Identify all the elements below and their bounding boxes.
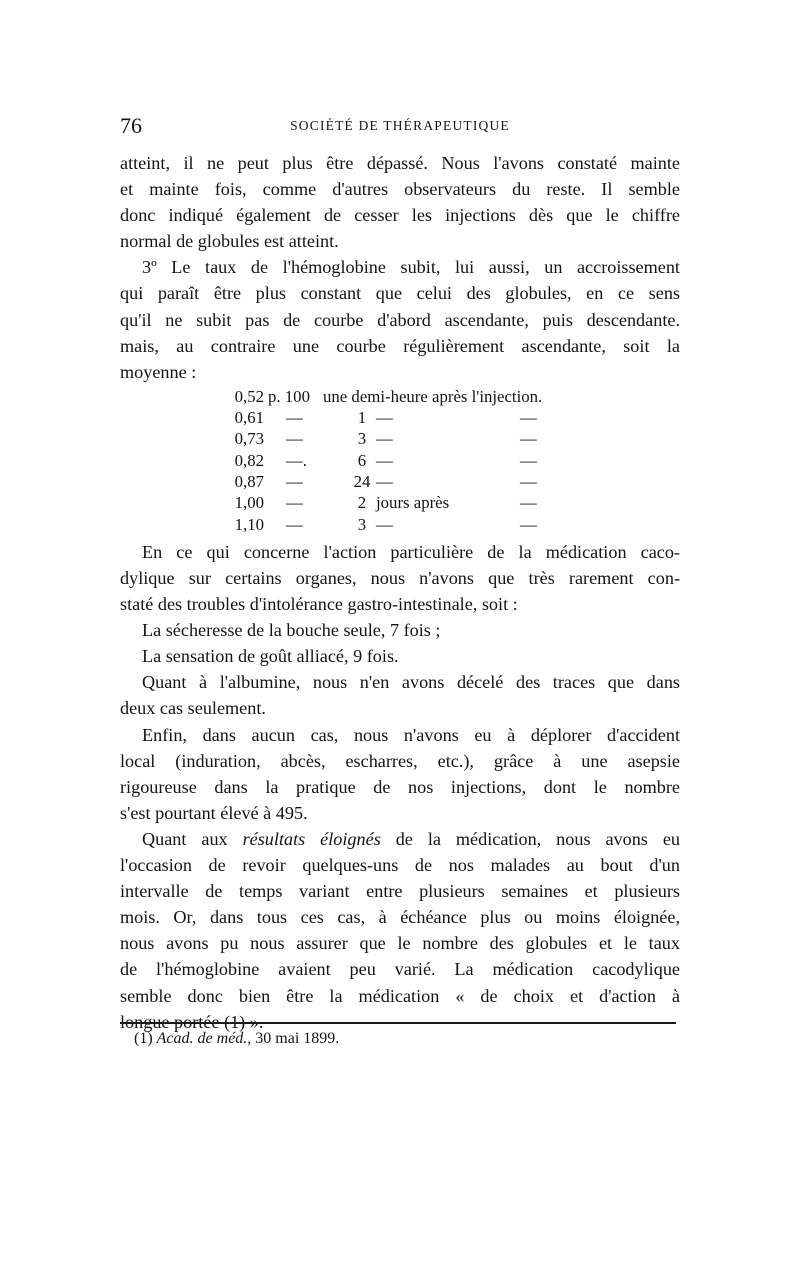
text-line: staté des troubles d'intolérance gastro-intestinale, soit : — [120, 594, 518, 615]
ditto-dash: — — [520, 472, 537, 492]
text-line: intervalle de temps variant entre plusieurs semaines et plusieurs — [120, 881, 680, 902]
ditto-dash: — — [376, 450, 393, 470]
ditto-dash: —. — [286, 450, 307, 470]
ditto-dash: — — [376, 472, 393, 492]
interval-unit: jours après — [376, 493, 450, 513]
text-line: semble donc bien être la médication « de choix et d'action à — [120, 985, 680, 1006]
ditto-dash: — — [520, 408, 537, 428]
ditto-dash: — — [376, 429, 393, 449]
ditto-dash: — — [286, 429, 303, 449]
footnote-date: , 30 mai 1899. — [247, 1030, 340, 1047]
text-line: qu'il ne subit pas de courbe d'abord ascendante, puis descendante. — [120, 309, 680, 330]
paragraph-3 — [120, 539, 680, 617]
ditto-dash: — — [520, 450, 537, 470]
text-line: l'occasion de revoir quelques-uns de nos malades au bout d'un — [120, 855, 680, 876]
hemoglobin-value: 0,52 — [234, 386, 264, 406]
text-line: dylique sur certains organes, nous n'avons que très rarement con- — [120, 568, 680, 589]
interval-label: une demi-heure après l'injection. — [323, 386, 543, 406]
body-text — [120, 150, 680, 1035]
interval-number: 1 — [357, 408, 367, 428]
hemoglobin-value: 0,87 — [234, 472, 264, 492]
text-line: Enfin, dans aucun cas, nous n'avons eu à déplorer d'accident — [142, 724, 680, 745]
text-line: moyenne : — [120, 361, 197, 382]
text-line: de l'hémoglobine avaient peu varié. La médication cacodylique — [120, 959, 680, 980]
list-item: La sécheresse de la bouche seule, 7 fois ; — [142, 620, 441, 641]
text-line: donc indiqué également de cesser les injections dès que le chiffre — [120, 205, 680, 226]
ditto-dash: — — [376, 408, 393, 428]
text-line: et mainte fois, comme d'autres observateurs du reste. Il semble — [120, 179, 680, 200]
text-line: qui paraît être plus constant que celui des globules, en ce sens — [120, 283, 680, 304]
symptom-list — [120, 617, 680, 669]
text-run: de la médication, nous avons eu — [380, 828, 680, 849]
ditto-dash: — — [286, 514, 303, 534]
paragraph-1 — [120, 150, 680, 254]
footnote-mark: (1) — [134, 1030, 153, 1047]
text-line: 3º Le taux de l'hémoglobine subit, lui aussi, un accroissement — [142, 257, 680, 278]
table-row — [120, 386, 680, 407]
interval-number: 24 — [353, 472, 371, 492]
text-line: local (induration, abcès, escharres, etc.), grâce à une asepsie — [120, 750, 680, 771]
hemoglobin-value: 1,10 — [234, 514, 264, 534]
text-line: normal de globules est atteint. — [120, 231, 339, 252]
table-row — [120, 471, 680, 492]
ditto-dash: — — [286, 493, 303, 513]
italic-phrase: résultats éloignés — [242, 828, 381, 849]
text-line: mois. Or, dans tous ces cas, à échéance plus ou moins éloignée, — [120, 907, 680, 928]
text-line: longue portée (1) ». — [120, 1011, 264, 1032]
text-line: deux cas seulement. — [120, 698, 266, 719]
text-line: Quant à l'albumine, nous n'en avons décelé des traces que dans — [142, 672, 680, 693]
paragraph-2 — [120, 254, 680, 384]
paragraph-4 — [120, 669, 680, 721]
ditto-dash: — — [286, 408, 303, 428]
ditto-dash: — — [376, 514, 393, 534]
table-row — [120, 428, 680, 449]
page-number: 76 — [120, 113, 142, 138]
interval-number: 3 — [357, 429, 367, 449]
footnote-source: Acad. de méd. — [156, 1030, 248, 1047]
text-line: nous avons pu nous assurer que le nombre des globules et le taux — [120, 933, 680, 954]
text-line: rigoureuse dans la pratique de nos injections, dont le nombre — [120, 776, 680, 797]
text-line: s'est pourtant élevé à 495. — [120, 802, 308, 823]
paragraph-5 — [120, 722, 680, 826]
text-line: atteint, il ne peut plus être dépassé. Nous l'avons constaté mainte — [120, 153, 680, 173]
table-row — [120, 492, 680, 513]
interval-number: 6 — [357, 450, 367, 470]
ditto-dash: — — [520, 493, 537, 513]
footnote — [134, 1026, 339, 1052]
hemoglobin-table — [120, 386, 680, 535]
interval-number: 3 — [357, 514, 367, 534]
text-line: mais, au contraire une courbe régulièrement ascendante, soit la — [120, 335, 680, 356]
interval-number: 2 — [357, 493, 367, 513]
ditto-dash: — — [286, 472, 303, 492]
paragraph-6 — [120, 826, 680, 1035]
list-item: La sensation de goût alliacé, 9 fois. — [142, 646, 399, 667]
hemoglobin-value: 1,00 — [234, 493, 264, 513]
ditto-dash: — — [520, 514, 537, 534]
hemoglobin-value: 0,61 — [234, 408, 264, 428]
unit-label: p. 100 — [268, 386, 310, 406]
table-row — [120, 407, 680, 428]
ditto-dash: — — [520, 429, 537, 449]
text-run: Quant aux — [142, 828, 243, 849]
hemoglobin-value: 0,73 — [234, 429, 264, 449]
hemoglobin-value: 0,82 — [234, 450, 264, 470]
text-line — [120, 826, 680, 852]
text-line: En ce qui concerne l'action particulière de la médication caco- — [142, 541, 680, 562]
page-header — [120, 113, 680, 143]
table-row — [120, 450, 680, 471]
running-title: SOCIÉTÉ DE THÉRAPEUTIQUE — [290, 118, 510, 133]
table-row — [120, 514, 680, 535]
footnote-rule — [120, 1022, 676, 1024]
